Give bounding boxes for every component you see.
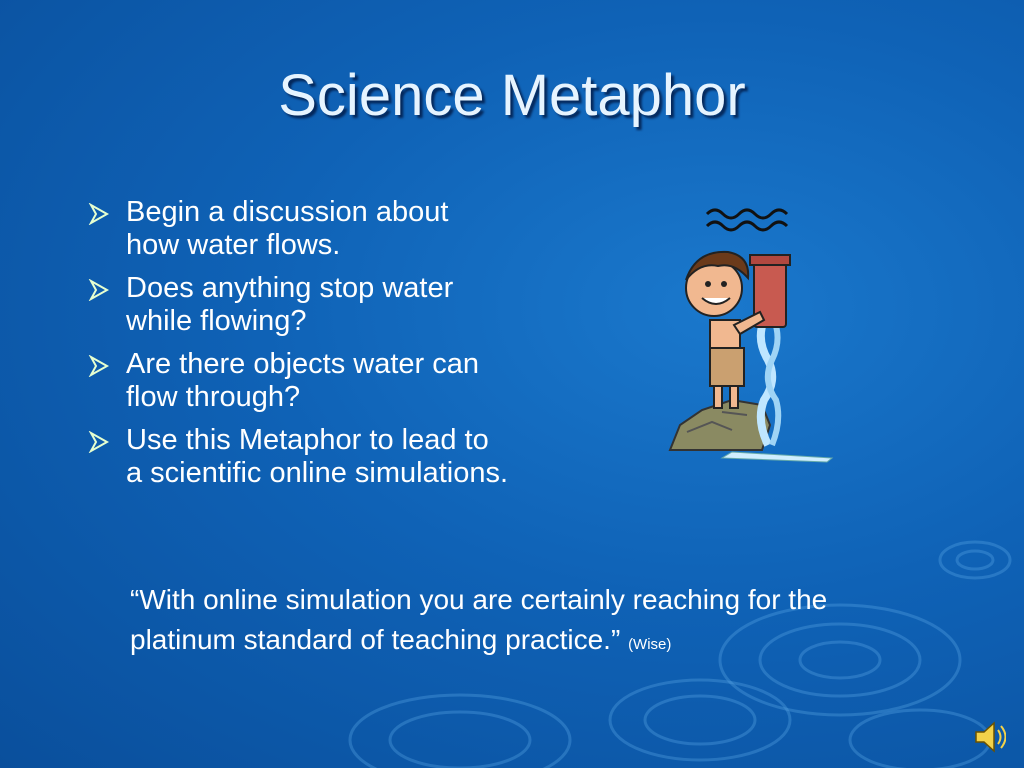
- boy-pouring-water-clipart: [662, 200, 837, 465]
- quote-text: “With online simulation you are certainly reaching for the platinum standard of teaching practice.”: [130, 584, 828, 655]
- arrow-bullet-icon: [88, 355, 110, 377]
- bullet-text: Use this Metaphor to lead to a scientific online simulations.: [126, 424, 509, 489]
- quote-citation: (Wise): [628, 636, 672, 653]
- slide-title: Science Metaphor: [278, 63, 746, 128]
- bullet-item: [88, 196, 508, 262]
- bullet-text: Begin a discussion about how water flows.: [126, 196, 449, 261]
- bullet-item: [88, 272, 508, 338]
- arrow-bullet-icon: [88, 203, 110, 225]
- bullet-text: Are there objects water can flow through?: [126, 348, 480, 413]
- bullet-text: Does anything stop water while flowing?: [126, 272, 454, 337]
- speaker-icon[interactable]: [972, 718, 1006, 756]
- arrow-bullet-icon: [88, 279, 110, 301]
- quote-block: [130, 580, 890, 665]
- bullet-item: [88, 424, 508, 490]
- bullet-list: [88, 196, 508, 500]
- bullet-item: [88, 348, 508, 414]
- arrow-bullet-icon: [88, 431, 110, 453]
